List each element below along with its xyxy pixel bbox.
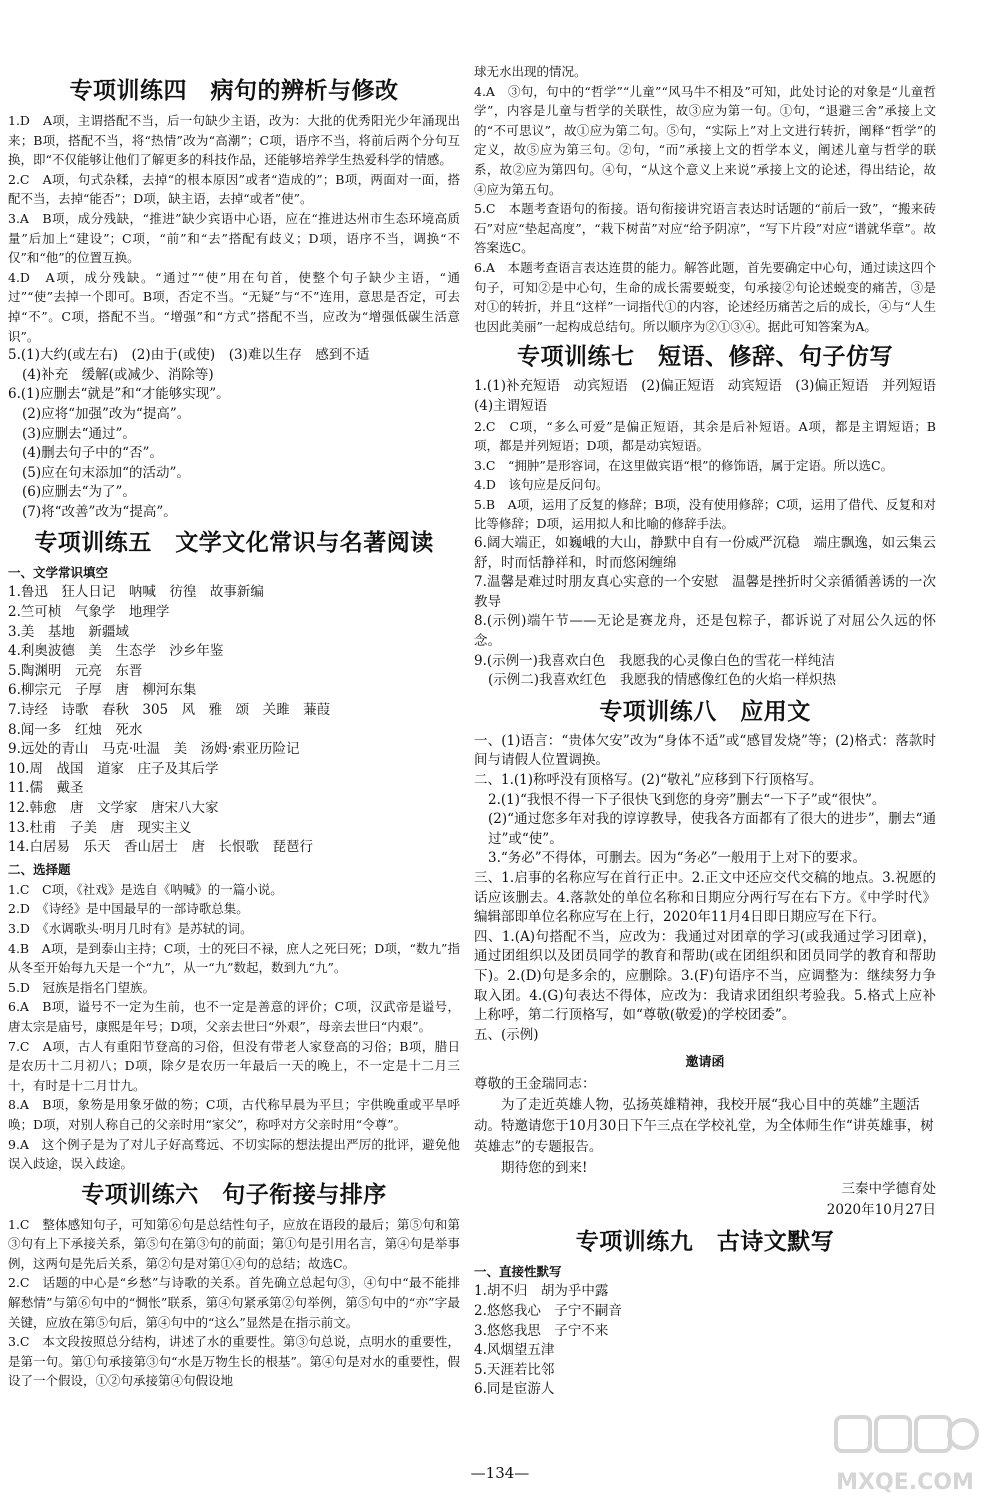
- answer-item: (2)应将“加强”改为“提高”。: [22, 405, 191, 422]
- answer-item: 4.D A项，成分残缺。“通过”“使”用在句首，使整个句子缺少主语，“通过”“使”去掉一个即可。B项，否定不当。“无疑”与“不”连用，意思是否定，可去掉“不”。C项，搭配不当。“增强”和“方式”搭配不当，应改为“增强低碳生活意识”。: [8, 269, 460, 344]
- answer-item: 一、(1)语言：“贵体欠安”改为“身体不适”或“感冒发烧”等；(2)格式：落款时间与请假人位置调换。: [474, 732, 936, 769]
- page-number: —134—: [470, 1464, 530, 1482]
- answer-item: 三、1.启事的名称应写在首行正中。2.正文中还应交代交稿的地点。3.祝愿的话应该删去。4.落款处的单位名称和日期应分两行写在右下方。《中学时代》编辑部即单位名称应写在上行，2020年11月4日即日期应写在下行。: [474, 869, 936, 926]
- answer-item: 3.C “拥肿”是形容词，在这里做宾语“根”的修饰语，属于定语。所以选C。: [474, 457, 894, 473]
- answer-item: 7.温馨是难过时朋友真心实意的一个安慰 温馨是挫折时父亲循循善诱的一次教导: [474, 574, 936, 610]
- answer-item: 4.D 该句应是反问句。: [474, 477, 609, 493]
- answer-item: (7)将“改善”改为“提高”。: [22, 503, 177, 520]
- answer-item: 10.周 战国 道家 庄子及其后学: [8, 760, 219, 777]
- answer-item: 6.同是宦游人: [474, 1381, 555, 1398]
- answer-item: 3.D 《水调歌头·明月几时有》是苏轼的词。: [8, 920, 253, 936]
- answer-item: 12.韩愈 唐 文学家 唐宋八大家: [8, 800, 219, 816]
- answer-item: 7.C A项，古人有重阳节登高的习俗，但没有带老人家登高的习俗；B项，腊日是农历十二月初八；D项，除夕是农历一年最后一天的晚上，不一定是十二月三十，有时是十二月廿九。: [8, 1038, 460, 1093]
- answer-item: (4)删去句子中的“否”。: [22, 445, 163, 462]
- right-column: [474, 62, 950, 1400]
- answer-item: 3.A B项，成分残缺，“推进”缺少宾语中心语，应在“推进达州市生态环境高质量”后加上“建设”；C项，“前”和“去”搭配有歧义；D项，语序不当，调换“不仅”和“他”的位置互换。: [8, 210, 460, 266]
- answer-item: 5.陶渊明 元亮 东晋: [8, 662, 143, 679]
- answer-item: 3.“务必”不得体，可删去。因为“务必”一般用于上对下的要求。: [488, 850, 866, 867]
- answer-item: 2.C A项，句式杂糅，去掉“的根本原因”或者“造成的”；B项，两面对一面，搭配不当，去掉“能否”；D项，缺主语，去掉“或者”使”。: [8, 171, 460, 207]
- answer-item: 1.(1)补充短语 动宾短语 (2)偏正短语 动宾短语 (3)偏正短语 并列短语 (4)主谓短语: [474, 378, 950, 414]
- answer-item: (示例二)我喜欢红色 我愿我的情感像红色的火焰一样炽热: [488, 672, 837, 689]
- answer-item: (5)应在句末添加“的活动”。: [22, 464, 190, 481]
- answer-item: 14.白居易 乐天 香山居士 唐 长恨歌 琵琶行: [8, 839, 313, 856]
- answer-item: 13.杜甫 子美 唐 现实主义: [8, 819, 192, 836]
- answer-item: 5.(1)大约(或左右) (2)由于(或使) (3)难以生存 感到不适: [8, 347, 370, 364]
- answer-item: 3.C 本文段按照总分结构，讲述了水的重要性。第③句总说，点明水的重要性，是第一句。第①句承接第③句“水是万物生长的根基”。第④句是对水的重要性，假设了一个假设，①②句承接第④句假设地: [8, 1334, 460, 1389]
- answer-item: 1.胡不归 胡为乎中露: [474, 1283, 609, 1300]
- letter-closing: 期待您的到来!: [501, 1160, 588, 1177]
- subsection-heading: 一、直接性默写: [474, 1264, 562, 1280]
- answer-item: 2.C C项，“多么可爱”是偏正短语，其余是后补短语。A项，都是主谓短语；B项，都是并列短语；D项，都是动宾短语。: [474, 418, 936, 454]
- answer-item: (6)应删去“为了”。: [22, 484, 136, 501]
- letter-signature: 三秦中学德育处: [841, 1181, 936, 1198]
- answer-item: 5.天涯若比邻: [474, 1361, 555, 1378]
- section-title: 专项训练四 病句的辨析与修改: [69, 78, 399, 104]
- answer-item: (4)补充 缓解(或减少、消除等): [22, 366, 214, 383]
- answer-item: 8.闻一多 红烛 死水: [8, 721, 143, 738]
- section-title: 专项训练六 句子衔接与排序: [81, 1181, 387, 1208]
- answer-item: 1.C C项，《社戏》是选自《呐喊》的一篇小说。: [8, 881, 283, 897]
- answer-item: 3.美 基地 新疆域: [8, 623, 129, 640]
- answer-item: 6.柳宗元 子厚 唐 柳河东集: [8, 682, 197, 699]
- answer-item: 5.D 冠族是指名门望族。: [8, 979, 155, 995]
- subsection-heading: 二、选择题: [8, 861, 71, 877]
- answer-item: 2.竺可桢 气象学 地理学: [8, 604, 170, 621]
- section-title: 专项训练五 文学文化常识与名著阅读: [34, 530, 434, 557]
- answer-item: 四、1.(A)句搭配不当，应改为：我通过对团章的学习(或我通过学习团章)，通过团组织以及团员同学的教育和帮助(或在团组织和团员同学的教育和帮助下)。2.(D)句是多余的，应删除。3.(F)句语序不当，应调整为：继续努力争取入团。4.(G)句表达不得体，应改为：我请求团组织考验我。5.格式上应补上称呼，第二行顶格写，如“尊敬(敬爱)的学校团委”。: [474, 928, 936, 1024]
- answer-item: 9.(示例一)我喜欢白色 我愿我的心灵像白色的雪花一样纯洁: [474, 652, 835, 669]
- section-title: 专项训练八 应用文: [599, 698, 811, 725]
- answer-item: 4.B A项，是到泰山主持；C项，士的死曰不禄，庶人之死曰死；D项，“数九”指从冬至开始每九天是一个“九”，从一“九”数起，数到九“九”。: [8, 940, 460, 976]
- answer-item: 6.A 本题考查语言表达连贯的能力。解答此题，首先要确定中心句，通过读这四个句子，可知②是中心句，生命的成长需要蜕变，句承接②句论述蜕变的痛苦，③是对①的转折，并且“这样”一词指代①的内容，论述经历痛苦之后的成长，④与“人生也因此美丽”一起构成总结句。所以顺序为②①③④。据此可知答案为A。: [474, 259, 936, 334]
- answer-item: 球无水出现的情况。: [474, 64, 587, 79]
- answer-item: 6.(1)应删去“就是”和“才能够实现”。: [8, 386, 230, 403]
- answer-item: 8.(示例)端午节——无论是赛龙舟，还是包粽子，都诉说了对屈公久远的怀念。: [474, 613, 936, 650]
- answer-item: 二、1.(1)称呼没有顶格写。(2)“敬礼”应移到下行顶格写。: [474, 772, 823, 788]
- answer-item: 2.悠悠我心 子宁不嗣音: [474, 1302, 622, 1319]
- answer-item: 1.C 整体感知句子，可知第⑥句是总结性句子，应放在语段的最后；第⑤句和第③句有上下承接关系，第⑤句在第③句的前面；第①句是引用名言，第④句是举事例，这两句是先后关系，第②句是对第①④句的总结；故选C。: [8, 1216, 460, 1271]
- answer-item: 4.利奥波德 美 生态学 沙乡年鉴: [8, 643, 224, 660]
- subsection-heading: 一、文学常识填空: [8, 565, 109, 581]
- answer-item: 7.诗经 诗歌 春秋 305 风 雅 颂 关雎 蒹葭: [8, 702, 331, 719]
- left-column: [8, 70, 460, 1391]
- answer-item: 6.阔大端正，如巍峨的大山，静默中自有一份威严沉稳 端庄飘逸，如云集云舒，时而恬静祥和，时而悠闲缠绵: [474, 535, 936, 571]
- answer-item: 五、(示例): [474, 1026, 539, 1043]
- answer-item: 5.C 本题考查语句的衔接。语句衔接讲究语言表达时话题的“前后一致”，“搬来砖石”对应“垫起高度”，“栽下树苗”对应“给予阴凉”，“写下片段”对应“谱就华章”。故答案选C。: [474, 201, 936, 256]
- section-title: 专项训练七 短语、修辞、句子仿写: [517, 344, 893, 371]
- letter-body: 为了走近英雄人物，弘扬英雄精神，我校开展“我心目中的英雄”主题活动。特邀请您于10月30日下午三点在学校礼堂，为全体师生作“讲英雄事，树英雄志”的专题报告。: [474, 1097, 934, 1156]
- answer-item: (2)“通过您多年对我的谆谆教导，使我各方面都有了很大的进步”，删去“通过”或“使”。: [488, 811, 936, 847]
- letter-salutation: 尊敬的王金瑞同志：: [474, 1076, 596, 1093]
- letter-date: 2020年10月27日: [826, 1202, 936, 1219]
- answer-item: 6.A B项，谥号不一定为生前，也不一定是善意的评价；C项，汉武帝是谥号，唐太宗是庙号，康熙是年号；D项，父亲去世曰“外艰”，母亲去世曰“内艰”。: [8, 999, 460, 1034]
- answer-item: 9.远处的青山 马克·吐温 美 汤姆·索亚历险记: [8, 741, 300, 758]
- answer-item: 1.D A项，主谓搭配不当，后一句缺少主语，改为：大批的优秀阳光少年涌现出来；B项，搭配不当，将“热情”改为“高潮”；C项，语序不当，将前后两个分句互换，即“不仅能够让他们了解更多的科技作品，还能够培养学生热爱科学的情感。: [8, 113, 460, 168]
- answer-item: 2.D 《诗经》是中国最早的一部诗歌总集。: [8, 901, 249, 917]
- section-title: 专项训练九 古诗文默写: [575, 1229, 835, 1256]
- answer-item: 11.儒 戴圣: [8, 780, 84, 797]
- invitation-letter: [474, 1051, 936, 1221]
- answer-item: 8.A B项，象笏是用象牙做的笏；C项，古代称早晨为平旦；宇供晚重或平旱呼唤；D项，对别人称自己的父亲时用“家父”，称呼对方父亲时用“令尊”。: [8, 1097, 460, 1132]
- answer-item: 1.鲁迅 狂人日记 呐喊 彷徨 故事新编: [8, 584, 264, 601]
- watermark-logo: [830, 1411, 980, 1501]
- answer-item: (3)应删去“通过”。: [22, 425, 136, 442]
- letter-title: 邀请函: [685, 1055, 725, 1071]
- watermark-text: MXQE.COM: [836, 1470, 974, 1495]
- answer-item: 4.风烟望五津: [474, 1342, 555, 1359]
- answer-item: 3.悠悠我思 子宁不来: [474, 1322, 609, 1339]
- answer-item: 2.C 话题的中心是“乡愁”与诗歌的关系。首先确立总起句③，④句中“最不能排解愁情”与第⑥句中的“惆怅”联系，第④句紧承第②句举例，第⑤句中的“亦”字最关键，应放在第⑤句后，第④句中的“这么”显然是在指示前文。: [8, 1275, 460, 1330]
- answer-item: 5.B A项，运用了反复的修辞；B项，没有使用修辞；C项，运用了借代、反复和对比等修辞；D项，运用拟人和比喻的修辞手法。: [474, 496, 936, 532]
- answer-item: 4.A ③句，句中的“哲学”“儿童”“风马牛不相及”可知，此处讨论的对象是“儿童哲学”，内容是儿童与哲学的关联性，故③应为第一句。①句，“退避三舍”承接上文的“不可思议”，故①应为第二句。⑤句，“实际上”对上文进行转折，阐释“哲学”的定义，故⑤应为第三句。②句，“而”承接上文的哲学本义，阐述儿童与哲学的联系，故②应为第四句。④句，“从这个意义上来说”承接上文的论述，得出结论，故④应为第五句。: [474, 83, 936, 197]
- answer-item: 9.A 这个例子是为了对儿子好高骛远、不切实际的想法提出严厉的批评，避免他误入歧途，误入歧途。: [8, 1136, 460, 1172]
- answer-item: 2.(1)“我恨不得一下子很快飞到您的身旁”删去“一下子”或“很快”。: [488, 791, 886, 808]
